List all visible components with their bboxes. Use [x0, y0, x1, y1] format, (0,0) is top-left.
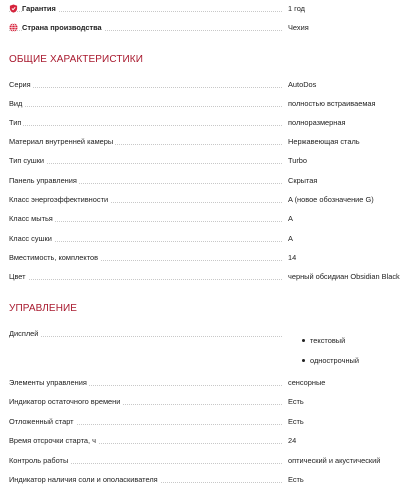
- spec-value: Нержавеющая сталь: [288, 136, 360, 146]
- spec-label: Класс сушки: [9, 233, 52, 243]
- spec-row: [9, 98, 401, 110]
- spec-value: полностью встраиваемая: [288, 98, 376, 108]
- spec-row: [9, 136, 401, 148]
- spec-value: A (новое обозначение G): [288, 194, 374, 204]
- spec-row: [9, 117, 401, 129]
- spec-value: полноразмерная: [288, 117, 346, 127]
- list-item: однострочный: [290, 354, 359, 366]
- spec-value: A: [288, 213, 293, 223]
- spec-row: [9, 435, 401, 447]
- spec-label: Элементы управления: [9, 377, 87, 387]
- section-title-general: ОБЩИЕ ХАРАКТЕРИСТИКИ: [9, 54, 144, 65]
- spec-label: Страна производства: [22, 22, 102, 32]
- display-values-list: [290, 334, 359, 366]
- spec-value: 14: [288, 252, 297, 262]
- bullet-icon: [302, 359, 305, 362]
- spec-value: сенсорные: [288, 377, 326, 387]
- spec-label: Вместимость, комплектов: [9, 252, 99, 262]
- spec-row: [9, 175, 401, 187]
- spec-label: Гарантия: [22, 3, 56, 13]
- spec-row: [9, 252, 401, 264]
- spec-value: A: [288, 233, 293, 243]
- spec-value: Скрытая: [288, 175, 318, 185]
- globe-icon: [9, 23, 18, 32]
- spec-label: Время отсрочки старта, ч: [9, 435, 96, 445]
- spec-value: оптический и акустический: [288, 455, 381, 465]
- section-title-control: УПРАВЛЕНИЕ: [9, 303, 78, 314]
- spec-label: Контроль работы: [9, 455, 69, 465]
- spec-row: [9, 455, 401, 467]
- spec-label: Класс энергоэффективности: [9, 194, 109, 204]
- spec-row-warranty: [9, 3, 401, 15]
- spec-label: Материал внутренней камеры: [9, 136, 114, 146]
- spec-label: Тип: [9, 117, 22, 127]
- spec-row: [9, 213, 401, 225]
- spec-value: Turbo: [288, 155, 308, 165]
- spec-row: [9, 79, 401, 91]
- spec-label: Класс мытья: [9, 213, 53, 223]
- spec-label: Панель управления: [9, 175, 77, 185]
- spec-value: 1 год: [288, 3, 305, 13]
- spec-row: [9, 233, 401, 245]
- spec-value: Есть: [288, 474, 304, 484]
- bullet-icon: [302, 339, 305, 342]
- spec-row: [9, 474, 401, 486]
- spec-label: Индикатор наличия соли и ополаскивателя: [9, 474, 158, 484]
- spec-row: [9, 377, 401, 389]
- spec-label: Тип сушки: [9, 155, 45, 165]
- spec-label: Вид: [9, 98, 23, 108]
- spec-row: [9, 155, 401, 167]
- spec-value: Чехия: [288, 22, 309, 32]
- spec-value: черный обсидиан Obsidian Black: [288, 271, 400, 281]
- spec-label: Отложенный старт: [9, 416, 74, 426]
- shield-icon: [9, 4, 18, 13]
- spec-label: Цвет: [9, 271, 26, 281]
- spec-value: Есть: [288, 416, 304, 426]
- spec-value: Есть: [288, 396, 304, 406]
- spec-label: Индикатор остаточного времени: [9, 396, 121, 406]
- spec-row: [9, 271, 401, 283]
- spec-value: AutoDos: [288, 79, 317, 89]
- spec-row-country: [9, 22, 401, 34]
- spec-value: 24: [288, 435, 297, 445]
- spec-label: Дисплей: [9, 328, 39, 338]
- list-item: текстовый: [290, 334, 359, 346]
- spec-row: [9, 416, 401, 428]
- spec-row: [9, 194, 401, 206]
- spec-row: [9, 396, 401, 408]
- spec-label: Серия: [9, 79, 31, 89]
